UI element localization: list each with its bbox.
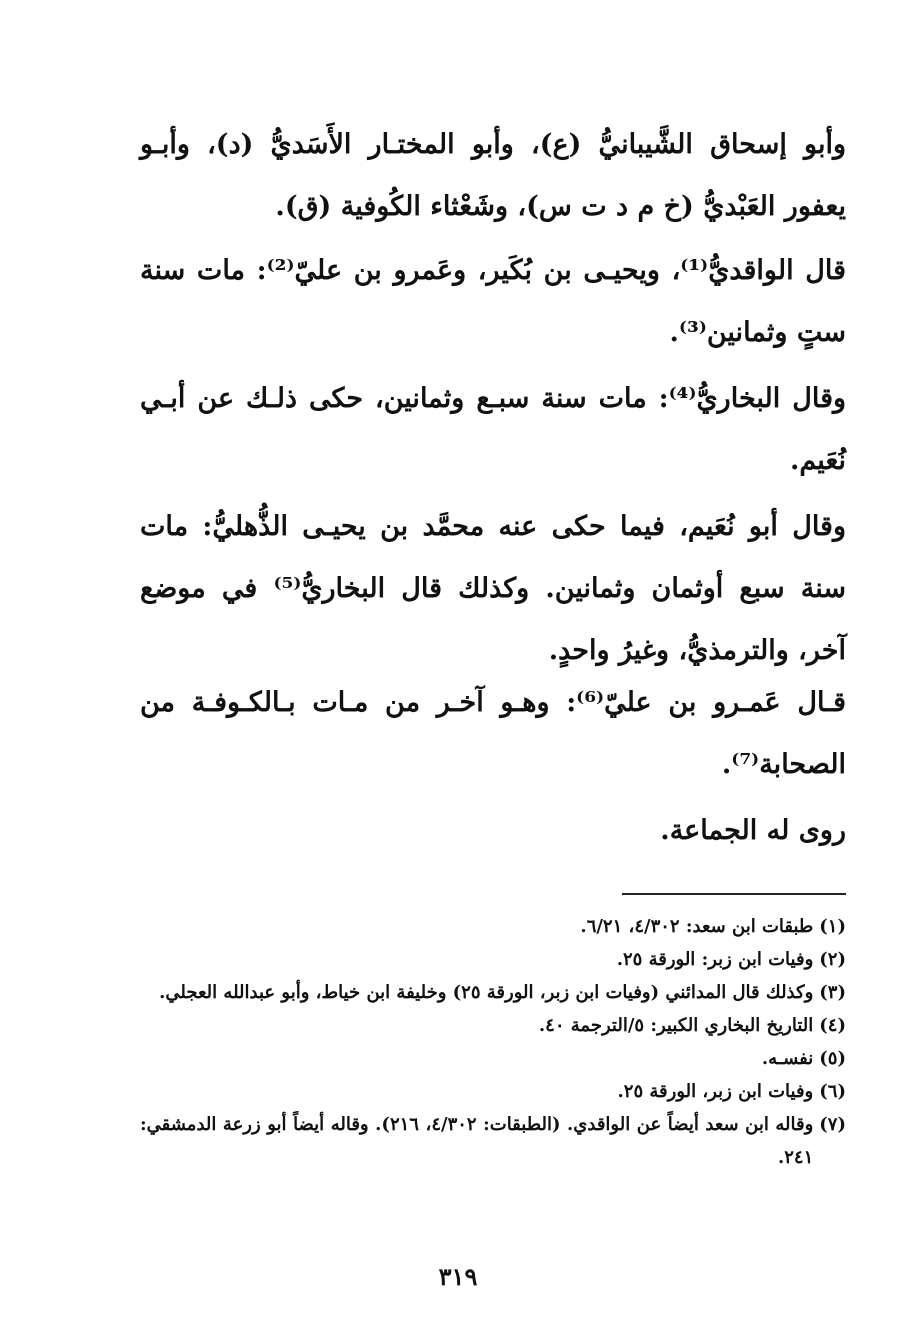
footnote-text: وفيات ابن زبر، الورقة ٢٥.: [617, 1081, 814, 1102]
footnote-1: [140, 910, 846, 943]
footnote-separator: [622, 893, 846, 895]
footnote-number: (٧): [819, 1114, 846, 1135]
paragraph-1: وأبو إسحاق الشَّيبانيُّ (ع)، وأبو المختـار الأَسَديُّ (د)، وأبـو يعفور العَبْديُّ (خ م د ت س)، وشَعْثاء الكُوفية (ق).: [140, 129, 846, 222]
footnote-5: [140, 1042, 846, 1075]
paragraph-4: وقال أبو نُعَيم، فيما حكى عنه محمَّد بن يحيـى الذُّهليُّ: مات سنة سبع أوثمان وثمانين. وكذلك قال البخاريُّ⁽⁵⁾ في موضع آخر، والترمذيُّ، وغيرُ واحدٍ.: [140, 511, 846, 666]
page-number: ٣١٩: [438, 1262, 478, 1291]
footnotes: [140, 910, 846, 1174]
footnote-text: وكذلك قال المدائني (وفيات ابن زبر، الورقة ٢٥) وخليفة ابن خياط، وأبو عبدالله العجلي.: [159, 982, 814, 1003]
footnote-text: وقاله ابن سعد أيضاً عن الواقدي. (الطبقات: ٤/٣٠٢، ٢١٦). وقاله أيضاً أبو زرعة الدمشقي: ٢٤١.: [140, 1114, 814, 1168]
footnote-2: [140, 943, 846, 976]
footnote-3: [140, 976, 846, 1009]
footnote-text: نفسـه.: [761, 1048, 814, 1069]
paragraph-5: قـال عَمـرو بن عليّ⁽⁶⁾: وهـو آخـر من مـات بـالكـوفـة من الصحابة⁽⁷⁾.: [140, 687, 847, 780]
footnote-text: طبقات ابن سعد: ٤/٣٠٢، ٦/٢١.: [580, 916, 814, 937]
footnote-text: التاريخ البخاري الكبير: ٥/الترجمة ٤٠.: [538, 1015, 814, 1036]
footnote-number: (١): [819, 916, 846, 937]
footnote-number: (٥): [819, 1048, 846, 1069]
paragraph-3: وقال البخاريُّ⁽⁴⁾: مات سنة سبـع وثمانين، حكى ذلـك عن أبـي نُعَيم.: [140, 383, 847, 476]
paragraph-2: قال الواقديُّ⁽¹⁾، ويحيـى بن بُكَير، وعَمرو بن عليّ⁽²⁾: مات سنة ستٍ وثمانين⁽³⁾.: [140, 255, 846, 348]
footnote-7: [140, 1108, 846, 1174]
footnote-4: [140, 1009, 846, 1042]
footnote-number: (٦): [819, 1081, 846, 1102]
footnote-text: وفيات ابن زبر: الورقة ٢٥.: [616, 949, 814, 970]
footnote-number: (٢): [819, 949, 846, 970]
footnote-number: (٣): [819, 982, 846, 1003]
paragraph-6: روى له الجماعة.: [660, 815, 846, 846]
footnote-number: (٤): [819, 1015, 846, 1036]
footnote-6: [140, 1075, 846, 1108]
